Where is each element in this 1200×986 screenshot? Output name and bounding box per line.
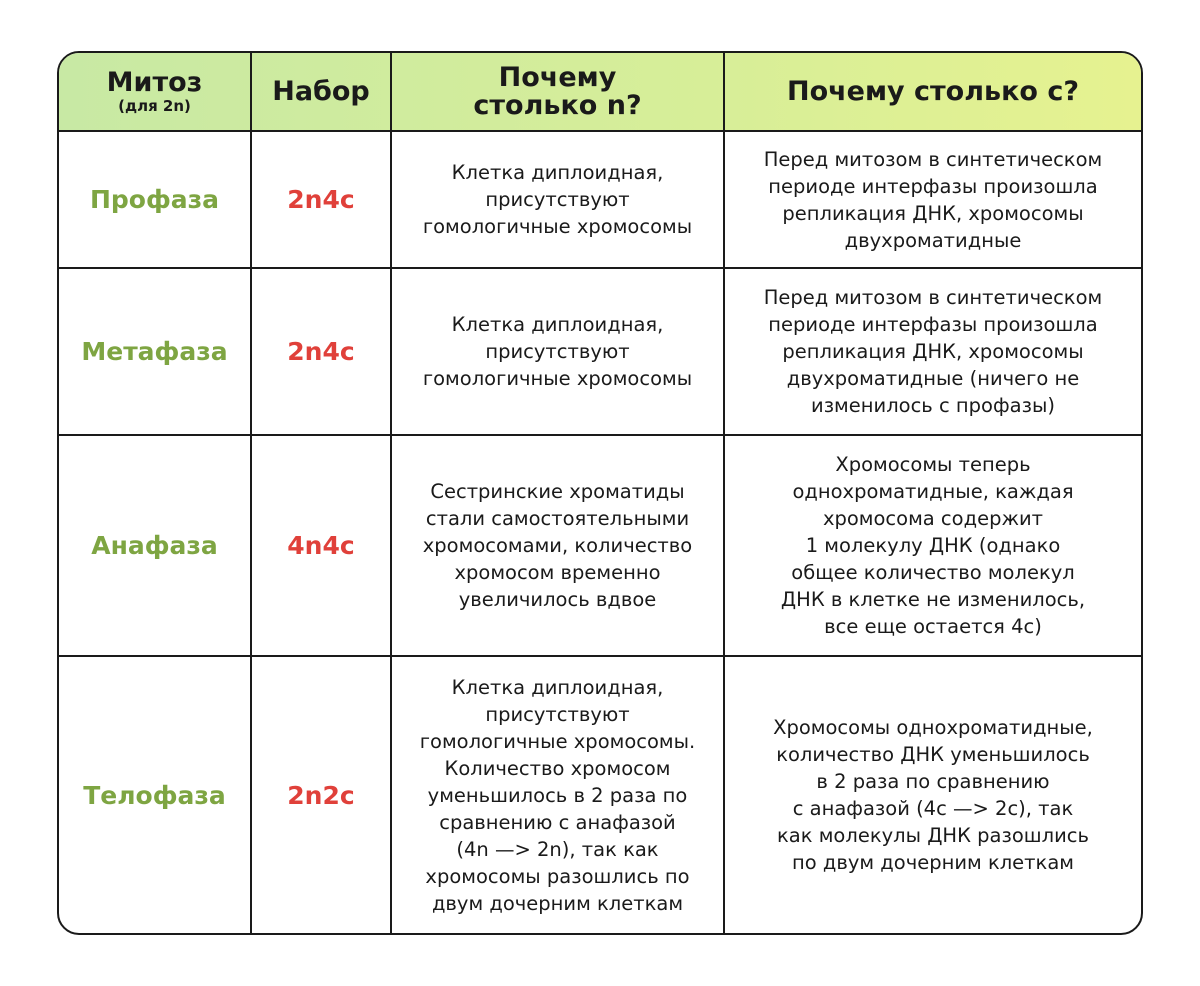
phase-name: Анафаза: [59, 435, 251, 656]
table-row-telophase: [59, 656, 1141, 933]
why-c-text: Перед митозом в синтетическом периоде интерфазы произошла репликация ДНК, хромосомы двухроматидные (ничего не изменилось с профазы): [724, 268, 1141, 435]
why-c-text: Хромосомы однохроматидные, количество ДНК уменьшилось в 2 раза по сравнению с анафазой (4c —> 2c), так как молекулы ДНК разошлись по двум дочерним клеткам: [724, 656, 1141, 933]
why-n-text: Клетка диплоидная, присутствуют гомологичные хромосомы. Количество хромосом уменьшилось в 2 раза по сравнению с анафазой (4n —> 2n), так как хромосомы разошлись по двум дочерним клеткам: [391, 656, 724, 933]
table-header-row: [59, 53, 1141, 131]
mitosis-table: [57, 51, 1143, 935]
header-mitosis: [59, 53, 251, 131]
header-why-n: [391, 53, 724, 131]
chromosome-set: 2n2c: [251, 656, 391, 933]
header-mitosis-title: Митоз: [106, 66, 203, 98]
table-row-metaphase: [59, 268, 1141, 435]
phase-name: Метафаза: [59, 268, 251, 435]
why-n-text: Сестринские хроматиды стали самостоятельными хромосомами, количество хромосом временно увеличилось вдвое: [391, 435, 724, 656]
why-c-text: Хромосомы теперь однохроматидные, каждая хромосома содержит 1 молекулу ДНК (однако общее количество молекул ДНК в клетке не изменилось, все еще остается 4c): [724, 435, 1141, 656]
header-set: Набор: [251, 53, 391, 131]
chromosome-set: 4n4c: [251, 435, 391, 656]
table-row-prophase: [59, 131, 1141, 268]
why-n-text: Клетка диплоидная, присутствуют гомологичные хромосомы: [391, 131, 724, 268]
phase-name: Телофаза: [59, 656, 251, 933]
header-mitosis-subtitle: (для 2n): [118, 96, 191, 115]
header-why-n-title: Почему столько n?: [473, 61, 642, 121]
chromosome-set: 2n4c: [251, 131, 391, 268]
why-n-text: Клетка диплоидная, присутствуют гомологичные хромосомы: [391, 268, 724, 435]
table-row-anaphase: [59, 435, 1141, 656]
why-c-text: Перед митозом в синтетическом периоде интерфазы произошла репликация ДНК, хромосомы двухроматидные: [724, 131, 1141, 268]
phase-name: Профаза: [59, 131, 251, 268]
header-why-c: Почему столько с?: [724, 53, 1141, 131]
mitosis-table-grid: [59, 53, 1141, 933]
chromosome-set: 2n4c: [251, 268, 391, 435]
